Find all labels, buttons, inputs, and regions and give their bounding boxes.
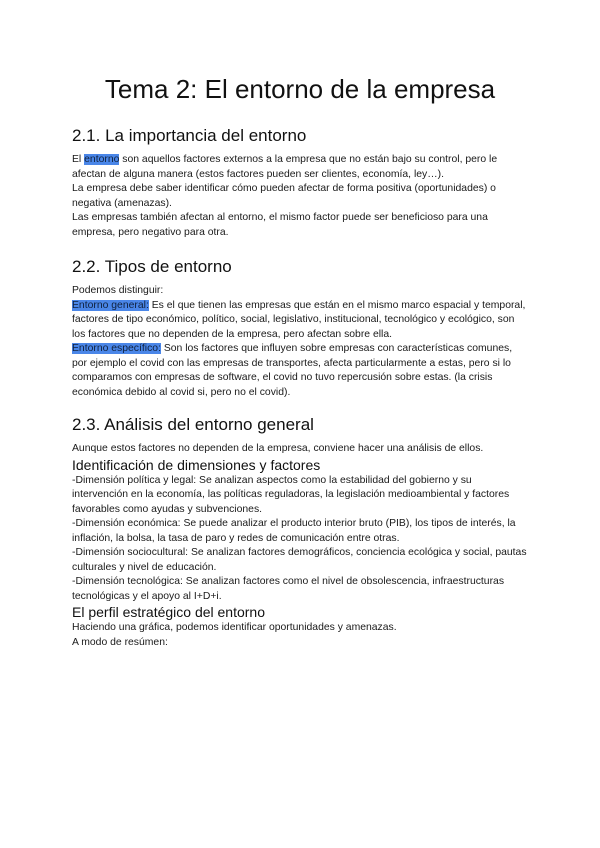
section-heading-analisis: 2.3. Análisis del entorno general (72, 415, 314, 434)
paragraph-dimension-tecnologica: -Dimensión tecnológica: Se analizan factores como el nivel de obsolescencia, infraestructuras tecnológicas y el apoyo al I+D+i. (72, 576, 505, 602)
section-heading-importancia: 2.1. La importancia del entorno (72, 126, 307, 145)
paragraph-analisis-intro: Aunque estos factores no dependen de la empresa, conviene hacer una análisis de ellos. (72, 443, 484, 454)
highlighted-term-entorno-especifico: Entorno específico: (72, 343, 161, 354)
subheading-perfil-estrategico: El perfil estratégico del entorno (72, 604, 265, 620)
section-body-importancia (72, 153, 528, 240)
text-fragment: Son los factores que influyen sobre empresas con características comunes, por ejemplo el covid con las empresas de transportes, afecta particularmente a estas, pero si lo comparamos con empresas de software, el covid no tuvo repercusión sobre estas. (la crisis económica debido al covid si, pero no el covid). (72, 343, 513, 398)
text-fragment: son aquellos factores externos a la empresa que no están bajo su control, pero le afectan de alguna manera (estos factores pueden ser clientes, economía, ley…). (72, 154, 498, 180)
section-heading-tipos: 2.2. Tipos de entorno (72, 257, 232, 276)
highlighted-term-entorno-general: Entorno general: (72, 299, 149, 311)
paragraph-afectan: Las empresas también afectan al entorno, el mismo factor puede ser beneficioso para una empresa, pero negativo para otra. (72, 212, 488, 238)
paragraph-grafica: Haciendo una gráfica, podemos identificar oportunidades y amenazas. (72, 622, 397, 633)
paragraph-entorno-general (72, 299, 528, 343)
paragraph-dimension-sociocultural: -Dimensión sociocultural: Se analizan factores demográficos, conciencia ecológica y social, pautas culturales y nivel de educación. (72, 547, 527, 573)
highlighted-term-entorno: entorno (84, 154, 120, 165)
section-body-tipos (72, 284, 528, 400)
paragraph-dimension-economica: -Dimensión económica: Se puede analizar el producto interior bruto (PIB), los tipos de interés, la inflación, la bolsa, la tasa de paro y redes de comunicación entre otras. (72, 518, 516, 544)
text-fragment: El (72, 154, 85, 165)
paragraph-dimension-politica: -Dimensión política y legal: Se analizan aspectos como la estabilidad del gobierno y su intervención en la economía, las políticas reguladoras, la legislación medioambiental y factores favorables como ayudas y subvenciones. (72, 474, 510, 515)
paragraph-entorno-especifico (72, 342, 528, 400)
page-title: Tema 2: El entorno de la empresa (104, 74, 496, 104)
paragraph-identificar: La empresa debe saber identificar cómo pueden afectar de forma positiva (oportunidades) o negativa (amenazas). (72, 183, 496, 209)
paragraph-entorno-definicion (72, 153, 528, 182)
paragraph-distinguir: Podemos distinguir: (72, 285, 164, 296)
text-fragment: Es el que tienen las empresas que están en el mismo marco espacial y temporal, factores de tipo económico, político, social, legislativo, institucional, tecnológico y ecológico, son los factores que no dependen de la empresa, pero afectan sobre ella. (72, 299, 526, 340)
section-body-analisis (72, 442, 528, 650)
paragraph-resumen: A modo de resúmen: (72, 636, 168, 648)
subheading-dimensiones: Identificación de dimensiones y factores (72, 456, 321, 473)
